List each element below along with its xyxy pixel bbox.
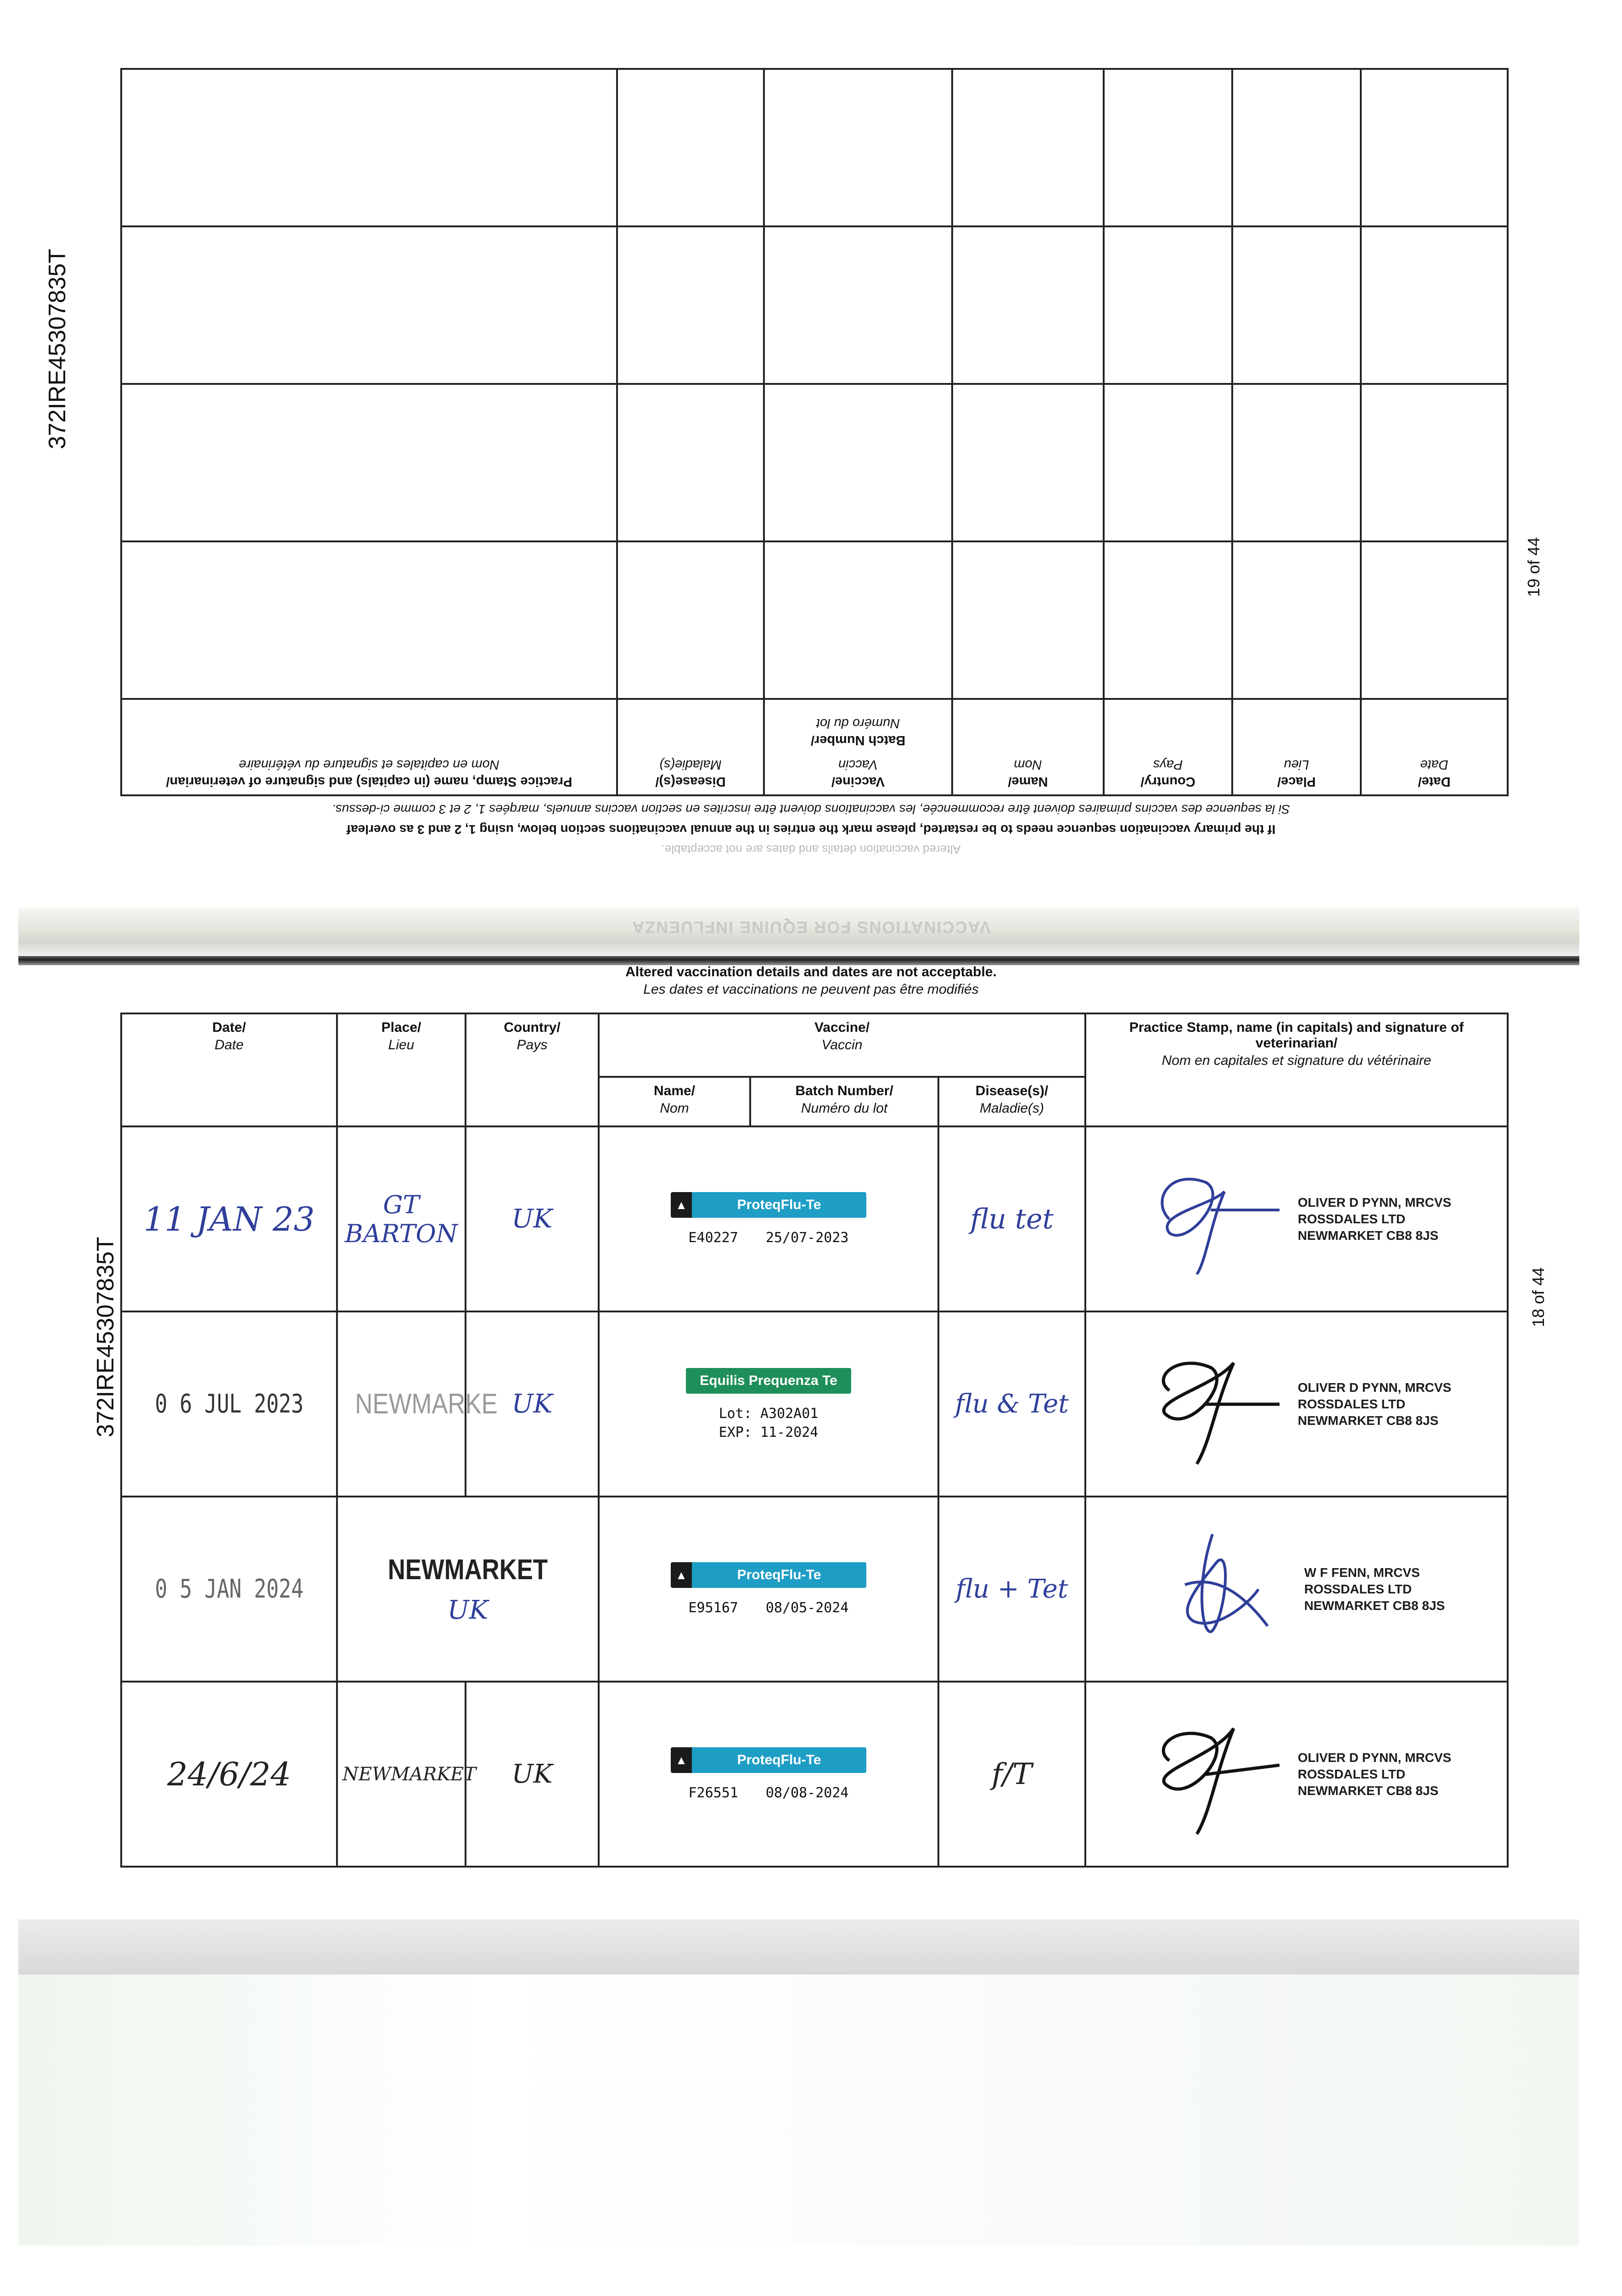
stamp-line: NEWMARKET CB8 8JS (1304, 1598, 1445, 1613)
upper-empty-row (121, 226, 1508, 384)
stamp-line: ROSSDALES LTD (1297, 1211, 1406, 1226)
lower-date-header: Date/ Date (121, 1013, 337, 1126)
entry-date: 0 6 JUL 2023 (121, 1311, 337, 1497)
lower-disease-header: Disease(s)/ Maladie(s) (938, 1077, 1085, 1126)
vaccine-logo-icon: ▲ (671, 1562, 692, 1588)
vet-signature (1142, 1335, 1280, 1473)
stamp-line: ROSSDALES LTD (1304, 1581, 1412, 1596)
entry-vet-stamp (1085, 1497, 1508, 1682)
lower-practice-header: Practice Stamp, name (in capitals) and signature of veterinarian/ Nom en capitales et signature du vétérinaire (1085, 1013, 1508, 1126)
lower-vaccination-table (120, 1013, 1509, 1868)
entry-expiry: 11-2024 (760, 1424, 819, 1441)
entry-place: GT BARTON (337, 1126, 466, 1311)
vaccine-sticker: ▲ ProteqFlu-Te (671, 1747, 866, 1773)
upper-vaccination-table (120, 68, 1509, 796)
upper-ghost-note: Altered vaccination details and dates are not acceptable. (661, 843, 961, 856)
upper-country-header: Country/ Pays (1104, 699, 1232, 795)
entry-country: UK (466, 1682, 599, 1867)
stamp-line: ROSSDALES LTD (1297, 1396, 1406, 1411)
stamp-line: NEWMARKET CB8 8JS (1297, 1413, 1439, 1428)
upper-header-row (121, 699, 1508, 795)
entry-expiry: 25/07-2023 (765, 1230, 849, 1246)
entry-vet-stamp (1085, 1682, 1508, 1867)
stamp-line: ROSSDALES LTD (1297, 1767, 1406, 1781)
vaccine-sticker: Equilis Prequenza Te (686, 1368, 851, 1394)
entry-disease: flu + Tet (938, 1497, 1085, 1682)
entry-disease: f/T (938, 1682, 1085, 1867)
entry-date: 11 JAN 23 (121, 1126, 337, 1311)
vet-signature (1142, 1705, 1280, 1843)
entry-vaccine-label: Equilis Prequenza Te Lot: A302A01 EXP: 11-2024 (599, 1311, 938, 1497)
entry-place-country (337, 1497, 599, 1682)
entry-place: NEWMARKET (387, 1553, 548, 1586)
entry-batch: E40227 (688, 1230, 738, 1246)
upper-note-en: If the primary vaccination sequence needs to be restarted, please mark the entries in the annual vaccinations section below, using 1, 2 and 3 as overleaf (346, 822, 1276, 837)
entry-country: UK (447, 1595, 488, 1625)
lower-header-row (121, 1013, 1508, 1077)
stamp-line: NEWMARKET CB8 8JS (1297, 1228, 1439, 1243)
vet-signature (1148, 1520, 1286, 1658)
upper-page (0, 0, 1622, 900)
upper-note-fr: Si la sequence des vaccins primaires doivent être recommencée, les vaccinations doivent être inscrites en section vaccins annuels, marqées 1, 2 et 3 comme ci-dessus. (332, 802, 1290, 816)
stamp-line: OLIVER D PYNN, MRCVS (1297, 1195, 1452, 1210)
vaccine-logo-icon: ▲ (671, 1747, 692, 1773)
entry-disease: flu tet (938, 1126, 1085, 1311)
entry-date: 0 5 JAN 2024 (121, 1497, 337, 1682)
entry-batch: E95167 (688, 1600, 738, 1616)
upper-notes (0, 799, 1622, 860)
scan-shadow-band (18, 1919, 1579, 1975)
vaccination-entry-row (121, 1126, 1508, 1311)
scan-background (18, 1975, 1579, 2245)
upper-vaccine-header: Vaccine/ Vaccin Batch Number/ Numéro du lot (764, 699, 952, 795)
vaccine-sticker: ▲ ProteqFlu-Te (671, 1192, 866, 1218)
entry-place: NEWMARKET (337, 1682, 466, 1867)
entry-vaccine-label (599, 1497, 938, 1682)
entry-place: NEWMARKE (337, 1311, 466, 1497)
upper-page-number: 19 of 44 (1524, 537, 1543, 597)
entry-vaccine-label (599, 1682, 938, 1867)
lower-warning (0, 964, 1622, 997)
upper-practice-header: Practice Stamp, name (in capitals) and signature of veterinarian/ Nom en capitales et signature du vétérinaire (121, 699, 617, 795)
lower-batch-header: Batch Number/ Numéro du lot (750, 1077, 938, 1126)
vaccine-sticker: ▲ ProteqFlu-Te (671, 1562, 866, 1588)
upper-empty-row (121, 384, 1508, 541)
upper-disease-header: Disease(s)/ Maladie(s) (617, 699, 764, 795)
entry-vet-stamp (1085, 1126, 1508, 1311)
upper-serial-number: 372IRE45307835T (44, 248, 71, 450)
stamp-line: OLIVER D PYNN, MRCVS (1297, 1750, 1452, 1765)
stamp-line: OLIVER D PYNN, MRCVS (1297, 1380, 1452, 1395)
lower-page-number: 18 of 44 (1529, 1267, 1548, 1327)
lower-name-header: Name/ Nom (599, 1077, 750, 1126)
upper-place-header: Place/ Lieu (1232, 699, 1361, 795)
entry-vaccine-label (599, 1126, 938, 1311)
booklet-spine (18, 956, 1579, 965)
vaccine-logo-icon: ▲ (671, 1192, 692, 1218)
stamp-line: NEWMARKET CB8 8JS (1297, 1783, 1439, 1798)
fold-ghost-heading: VACCINATIONS FOR EQUINE INFLUENZA (631, 918, 991, 937)
entry-expiry: 08/08-2024 (765, 1785, 849, 1801)
entry-country: UK (466, 1126, 599, 1311)
upper-empty-row (121, 541, 1508, 699)
lower-vaccine-header: Vaccine/ Vaccin (599, 1013, 1085, 1077)
entry-expiry: 08/05-2024 (765, 1600, 849, 1616)
upper-date-header: Date/ Date (1361, 699, 1508, 795)
vaccination-entry-row (121, 1682, 1508, 1867)
lower-place-header: Place/ Lieu (337, 1013, 466, 1126)
entry-date: 24/6/24 (121, 1682, 337, 1867)
entry-disease: flu & Tet (938, 1311, 1085, 1497)
vaccination-entry-row (121, 1497, 1508, 1682)
entry-batch: F26551 (688, 1785, 738, 1801)
lower-warning-en: Altered vaccination details and dates are not acceptable. (625, 964, 997, 979)
entry-batch: A302A01 (760, 1405, 819, 1422)
upper-name-header: Name/ Nom (952, 699, 1104, 795)
entry-vet-stamp (1085, 1311, 1508, 1497)
upper-empty-row (121, 69, 1508, 226)
lower-warning-fr: Les dates et vaccinations ne peuvent pas être modifiés (643, 982, 979, 997)
lower-country-header: Country/ Pays (466, 1013, 599, 1126)
vaccination-entry-row (121, 1311, 1508, 1497)
stamp-line: W F FENN, MRCVS (1304, 1565, 1420, 1580)
lower-serial-number: 372IRE45307835T (92, 1237, 119, 1437)
entry-country: UK (466, 1311, 599, 1497)
vet-signature (1142, 1150, 1280, 1288)
